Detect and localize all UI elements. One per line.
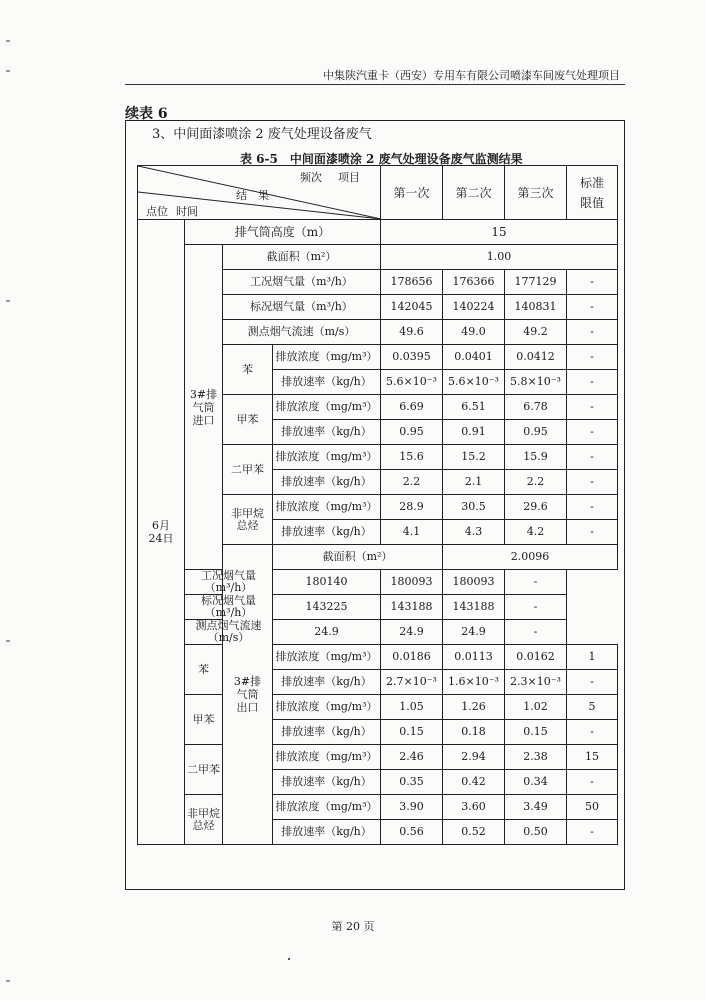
pollutant-name: 非甲烷 总烃 (223, 495, 273, 545)
row-label: 工况烟气量（m³/h） (185, 570, 273, 595)
pollutant-name: 甲苯 (223, 395, 273, 445)
value-cell: - (567, 470, 618, 495)
table-row (138, 645, 618, 670)
value-cell: - (567, 720, 618, 745)
column-header: 第二次 (443, 166, 505, 220)
value-cell: 0.0401 (443, 345, 505, 370)
concentration-label: 排放浓度（mg/m³） (273, 395, 381, 420)
value-cell: 49.2 (505, 320, 567, 345)
table-row (138, 570, 618, 595)
value-cell: 3.90 (381, 795, 443, 820)
pollutant-name: 二甲苯 (185, 745, 223, 795)
corner-item: 项目 (338, 171, 360, 184)
value-cell: 0.0395 (381, 345, 443, 370)
binding-mark (6, 980, 10, 982)
row-label: 标况烟气量（m³/h） (185, 595, 273, 620)
value-cell: 1.05 (381, 695, 443, 720)
pollutant-name: 苯 (185, 645, 223, 695)
corner-result: 结 果 (236, 189, 269, 202)
value-cell: - (567, 345, 618, 370)
value-cell: 28.9 (381, 495, 443, 520)
value-cell: 180093 (381, 570, 443, 595)
value-cell: 0.95 (381, 420, 443, 445)
value-cell: 5 (567, 695, 618, 720)
value-cell: 5.8×10⁻³ (505, 370, 567, 395)
chimney-height-value: 15 (381, 220, 618, 245)
value-cell: 0.0113 (443, 645, 505, 670)
value-cell: 0.56 (381, 820, 443, 845)
corner-time: 时间 (176, 205, 198, 218)
value-cell: 0.42 (443, 770, 505, 795)
value-cell: 15.2 (443, 445, 505, 470)
value-cell: 0.0162 (505, 645, 567, 670)
value-cell: 30.5 (443, 495, 505, 520)
row-label: 测点烟气流速（m/s） (223, 320, 381, 345)
concentration-label: 排放浓度（mg/m³） (273, 445, 381, 470)
value-cell: 3.49 (505, 795, 567, 820)
rate-label: 排放速率（kg/h） (273, 770, 381, 795)
value-cell: 1.26 (443, 695, 505, 720)
value-cell: 0.35 (381, 770, 443, 795)
section-title: 3、中间面漆喷涂 2 废气处理设备废气 (152, 127, 372, 142)
area-value: 2.0096 (443, 545, 618, 570)
chimney-height-label: 排气筒高度（m） (185, 220, 381, 245)
row-label: 工况烟气量（m³/h） (223, 270, 381, 295)
value-cell: - (567, 270, 618, 295)
value-cell: 4.1 (381, 520, 443, 545)
value-cell: 0.50 (505, 820, 567, 845)
outlet-location-cell: 3#排 气筒 出口 (223, 545, 273, 845)
value-cell: 15 (567, 745, 618, 770)
value-cell: 140831 (505, 295, 567, 320)
value-cell: 0.52 (443, 820, 505, 845)
value-cell: 24.9 (381, 620, 443, 645)
rate-label: 排放速率（kg/h） (273, 520, 381, 545)
area-label: 截面积（m²） (273, 545, 443, 570)
value-cell: 2.94 (443, 745, 505, 770)
value-cell: 29.6 (505, 495, 567, 520)
value-cell: 6.69 (381, 395, 443, 420)
value-cell: 180093 (443, 570, 505, 595)
value-cell: 49.0 (443, 320, 505, 345)
value-cell: 5.6×10⁻³ (381, 370, 443, 395)
pollutant-name: 苯 (223, 345, 273, 395)
value-cell: 2.38 (505, 745, 567, 770)
binding-mark (6, 300, 10, 302)
value-cell: 0.34 (505, 770, 567, 795)
value-cell: 0.91 (443, 420, 505, 445)
pollutant-name: 甲苯 (185, 695, 223, 745)
value-cell: 49.6 (381, 320, 443, 345)
concentration-label: 排放浓度（mg/m³） (273, 645, 381, 670)
table-caption: 表 6-5 中间面漆喷涂 2 废气处理设备废气监测结果 (240, 152, 523, 166)
value-cell: - (567, 495, 618, 520)
value-cell: 2.46 (381, 745, 443, 770)
rate-label: 排放速率（kg/h） (273, 370, 381, 395)
table-row (138, 795, 618, 820)
value-cell: 0.18 (443, 720, 505, 745)
value-cell: 15.6 (381, 445, 443, 470)
table-row (138, 220, 618, 245)
concentration-label: 排放浓度（mg/m³） (273, 795, 381, 820)
value-cell: 2.2 (381, 470, 443, 495)
value-cell: 50 (567, 795, 618, 820)
table-row (138, 745, 618, 770)
inlet-location-cell: 3#排 气筒 进口 (185, 245, 223, 570)
value-cell: 2.1 (443, 470, 505, 495)
value-cell: 6.51 (443, 395, 505, 420)
concentration-label: 排放浓度（mg/m³） (273, 745, 381, 770)
value-cell: - (505, 620, 567, 645)
value-cell: 0.15 (505, 720, 567, 745)
binding-mark (6, 40, 10, 42)
pollutant-name: 非甲烷 总烃 (185, 795, 223, 845)
page-header: 中集陕汽重卡（西安）专用车有限公司喷漆车间废气处理项目 (323, 69, 620, 82)
value-cell: 143225 (273, 595, 381, 620)
value-cell: 180140 (273, 570, 381, 595)
value-cell: 2.3×10⁻³ (505, 670, 567, 695)
value-cell: 15.9 (505, 445, 567, 470)
corner-frequency: 频次 (300, 171, 322, 184)
corner-point: 点位 (146, 205, 168, 218)
value-cell: 0.95 (505, 420, 567, 445)
rate-label: 排放速率（kg/h） (273, 720, 381, 745)
value-cell: 3.60 (443, 795, 505, 820)
pollutant-name: 二甲苯 (223, 445, 273, 495)
value-cell: - (567, 420, 618, 445)
table-row (138, 695, 618, 720)
value-cell: - (567, 770, 618, 795)
value-cell: - (567, 320, 618, 345)
row-label: 标况烟气量（m³/h） (223, 295, 381, 320)
value-cell: 24.9 (273, 620, 381, 645)
value-cell: 5.6×10⁻³ (443, 370, 505, 395)
column-header: 标准 限值 (567, 166, 618, 220)
value-cell: 2.2 (505, 470, 567, 495)
table-row (138, 595, 618, 620)
value-cell: - (567, 445, 618, 470)
value-cell: - (567, 295, 618, 320)
value-cell: - (505, 595, 567, 620)
value-cell: 140224 (443, 295, 505, 320)
table-row (138, 245, 618, 270)
binding-mark (6, 70, 10, 72)
table-row (138, 620, 618, 645)
value-cell: - (567, 820, 618, 845)
continued-label: 续表 6 (125, 106, 168, 122)
area-label: 截面积（m²） (223, 245, 381, 270)
value-cell: - (567, 370, 618, 395)
value-cell: 0.15 (381, 720, 443, 745)
concentration-label: 排放浓度（mg/m³） (273, 495, 381, 520)
diagonal-header-cell (138, 166, 381, 220)
scan-speck (288, 958, 290, 960)
value-cell: - (505, 570, 567, 595)
value-cell: - (567, 520, 618, 545)
value-cell: 178656 (381, 270, 443, 295)
binding-mark (6, 640, 10, 642)
rate-label: 排放速率（kg/h） (273, 820, 381, 845)
column-header: 第一次 (381, 166, 443, 220)
header-rule (125, 84, 625, 85)
row-label: 测点烟气流速（m/s） (185, 620, 273, 645)
value-cell: 0.0186 (381, 645, 443, 670)
value-cell: 4.2 (505, 520, 567, 545)
value-cell: 1 (567, 645, 618, 670)
table-row (138, 166, 618, 220)
date-cell: 6月 24日 (138, 220, 185, 845)
value-cell: 2.7×10⁻³ (381, 670, 443, 695)
value-cell: 1.02 (505, 695, 567, 720)
value-cell: 143188 (443, 595, 505, 620)
value-cell: 176366 (443, 270, 505, 295)
value-cell: 24.9 (443, 620, 505, 645)
area-value: 1.00 (381, 245, 618, 270)
rate-label: 排放速率（kg/h） (273, 470, 381, 495)
monitoring-table (137, 165, 618, 845)
value-cell: 142045 (381, 295, 443, 320)
rate-label: 排放速率（kg/h） (273, 670, 381, 695)
page-number: 第 20 页 (331, 920, 375, 933)
value-cell: - (567, 670, 618, 695)
value-cell: 177129 (505, 270, 567, 295)
concentration-label: 排放浓度（mg/m³） (273, 695, 381, 720)
value-cell: 1.6×10⁻³ (443, 670, 505, 695)
concentration-label: 排放浓度（mg/m³） (273, 345, 381, 370)
value-cell: 6.78 (505, 395, 567, 420)
value-cell: 0.0412 (505, 345, 567, 370)
value-cell: 143188 (381, 595, 443, 620)
value-cell: - (567, 395, 618, 420)
column-header: 第三次 (505, 166, 567, 220)
value-cell: 4.3 (443, 520, 505, 545)
rate-label: 排放速率（kg/h） (273, 420, 381, 445)
